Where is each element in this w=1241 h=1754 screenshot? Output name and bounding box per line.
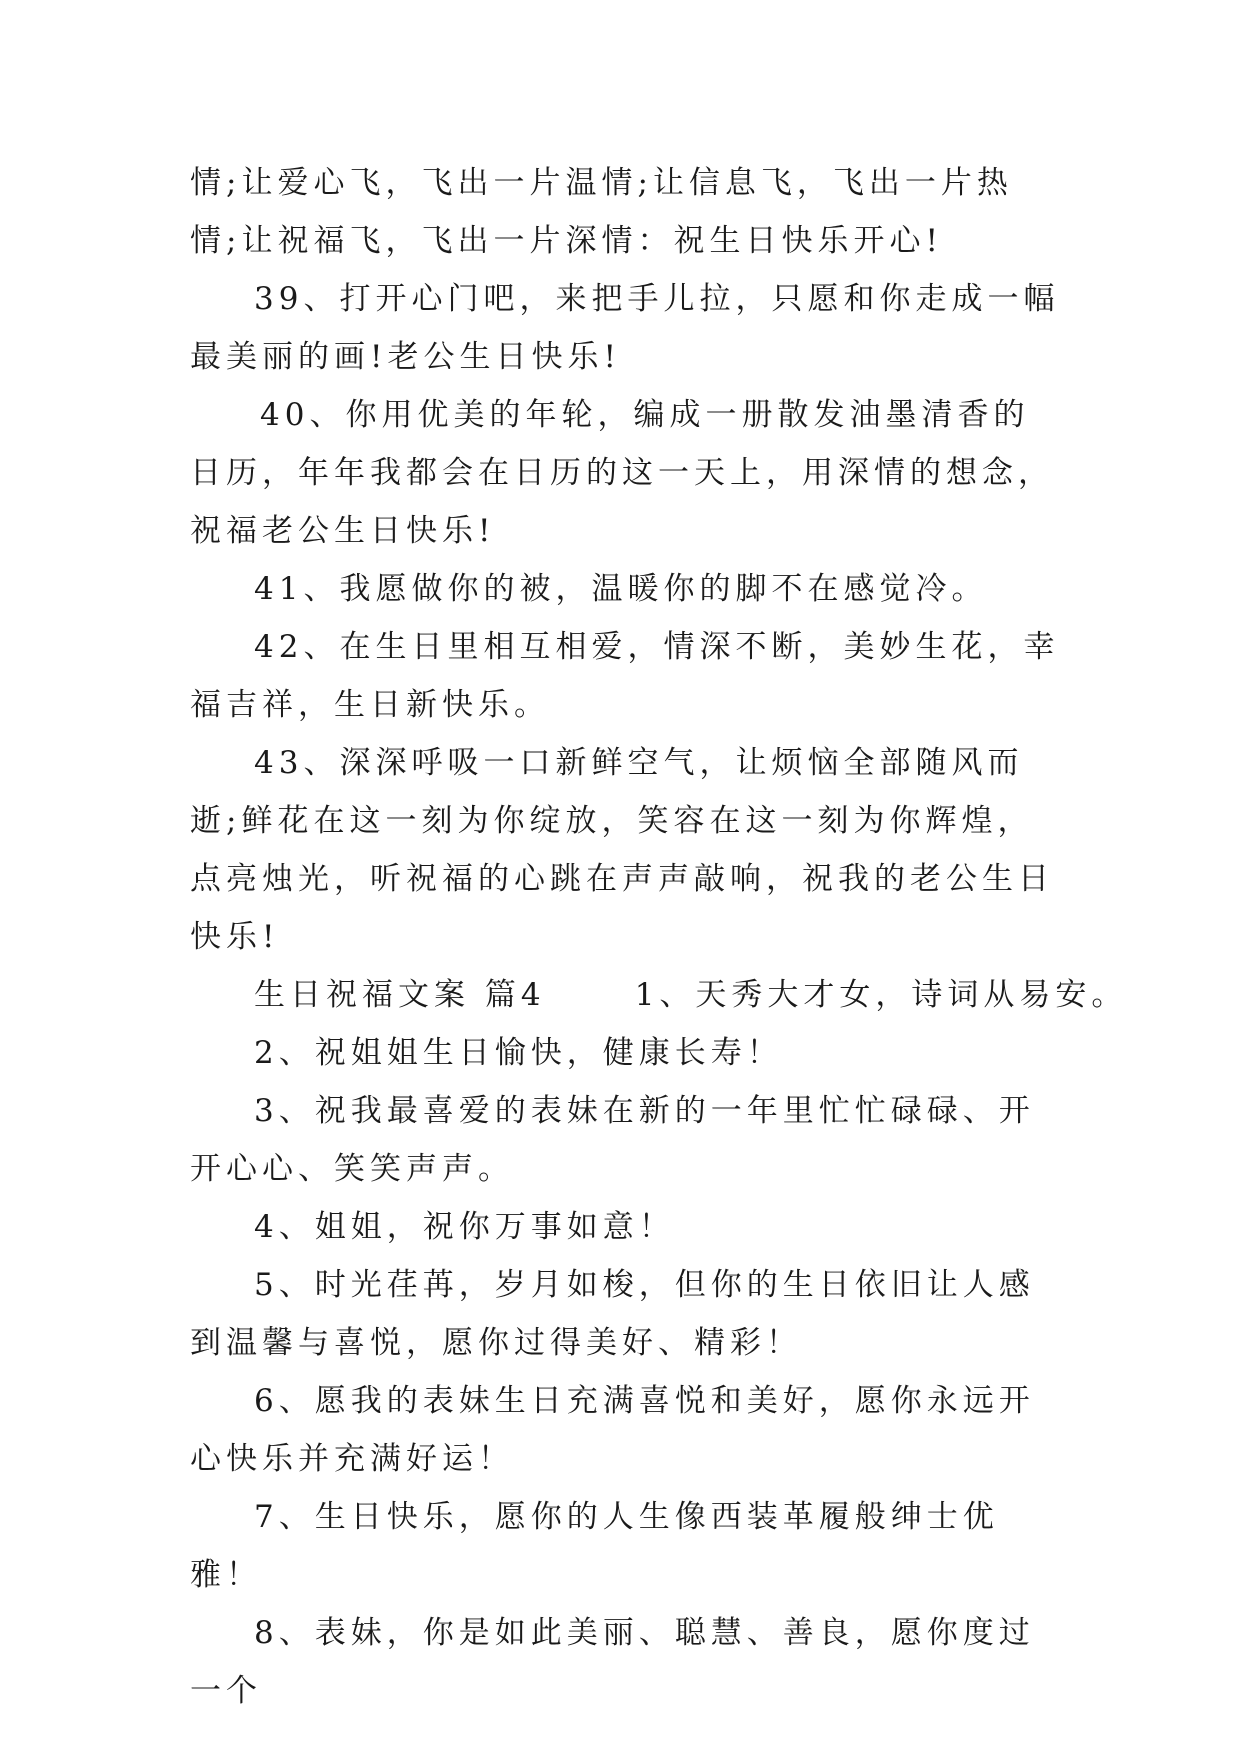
- paragraph-continued: 情;让爱心飞，飞出一片温情;让信息飞，飞出一片热情;让祝福飞，飞出一片深情：祝生日快乐开心!: [190, 165, 1013, 259]
- paragraph-41: 41、我愿做你的被，温暖你的脚不在感觉冷。: [254, 571, 988, 607]
- document-body: [190, 154, 1128, 1720]
- section-first-item: 1、天秀大才女，诗词从易安。: [634, 977, 1128, 1013]
- paragraph-39: 39、打开心门吧，来把手儿拉，只愿和你走成一幅最美丽的画!老公生日快乐!: [190, 281, 1060, 375]
- section-heading-line: [190, 966, 1128, 1024]
- paragraph-42: 42、在生日里相互相爱，情深不断，美妙生花，幸福吉祥，生日新快乐。: [190, 629, 1060, 723]
- section-title: 生日祝福文案 篇4: [254, 977, 546, 1013]
- list-item-3: 3、祝我最喜爱的表妹在新的一年里忙忙碌碌、开开心心、笑笑声声。: [190, 1093, 1035, 1187]
- list-item-6: 6、愿我的表妹生日充满喜悦和美好，愿你永远开心快乐并充满好运！: [190, 1383, 1035, 1477]
- paragraph-40: 40、你用优美的年轮，编成一册散发油墨清香的日历，年年我都会在日历的这一天上，用深情的想念，祝福老公生日快乐!: [190, 397, 1054, 549]
- list-item-4: 4、姐姐，祝你万事如意！: [254, 1209, 675, 1245]
- list-item-5: 5、时光荏苒，岁月如梭，但你的生日依旧让人感到温馨与喜悦，愿你过得美好、精彩！: [190, 1267, 1035, 1361]
- paragraph-43: 43、深深呼吸一口新鲜空气，让烦恼全部随风而逝;鲜花在这一刻为你绽放，笑容在这一刻为你辉煌，点亮烛光，听祝福的心跳在声声敲响，祝我的老公生日快乐!: [190, 745, 1054, 955]
- list-item-8: 8、表妹，你是如此美丽、聪慧、善良，愿你度过一个: [190, 1615, 1035, 1709]
- list-item-2: 2、祝姐姐生日愉快，健康长寿！: [254, 1035, 783, 1071]
- list-item-7: 7、生日快乐，愿你的人生像西装革履般绅士优雅！: [190, 1499, 999, 1593]
